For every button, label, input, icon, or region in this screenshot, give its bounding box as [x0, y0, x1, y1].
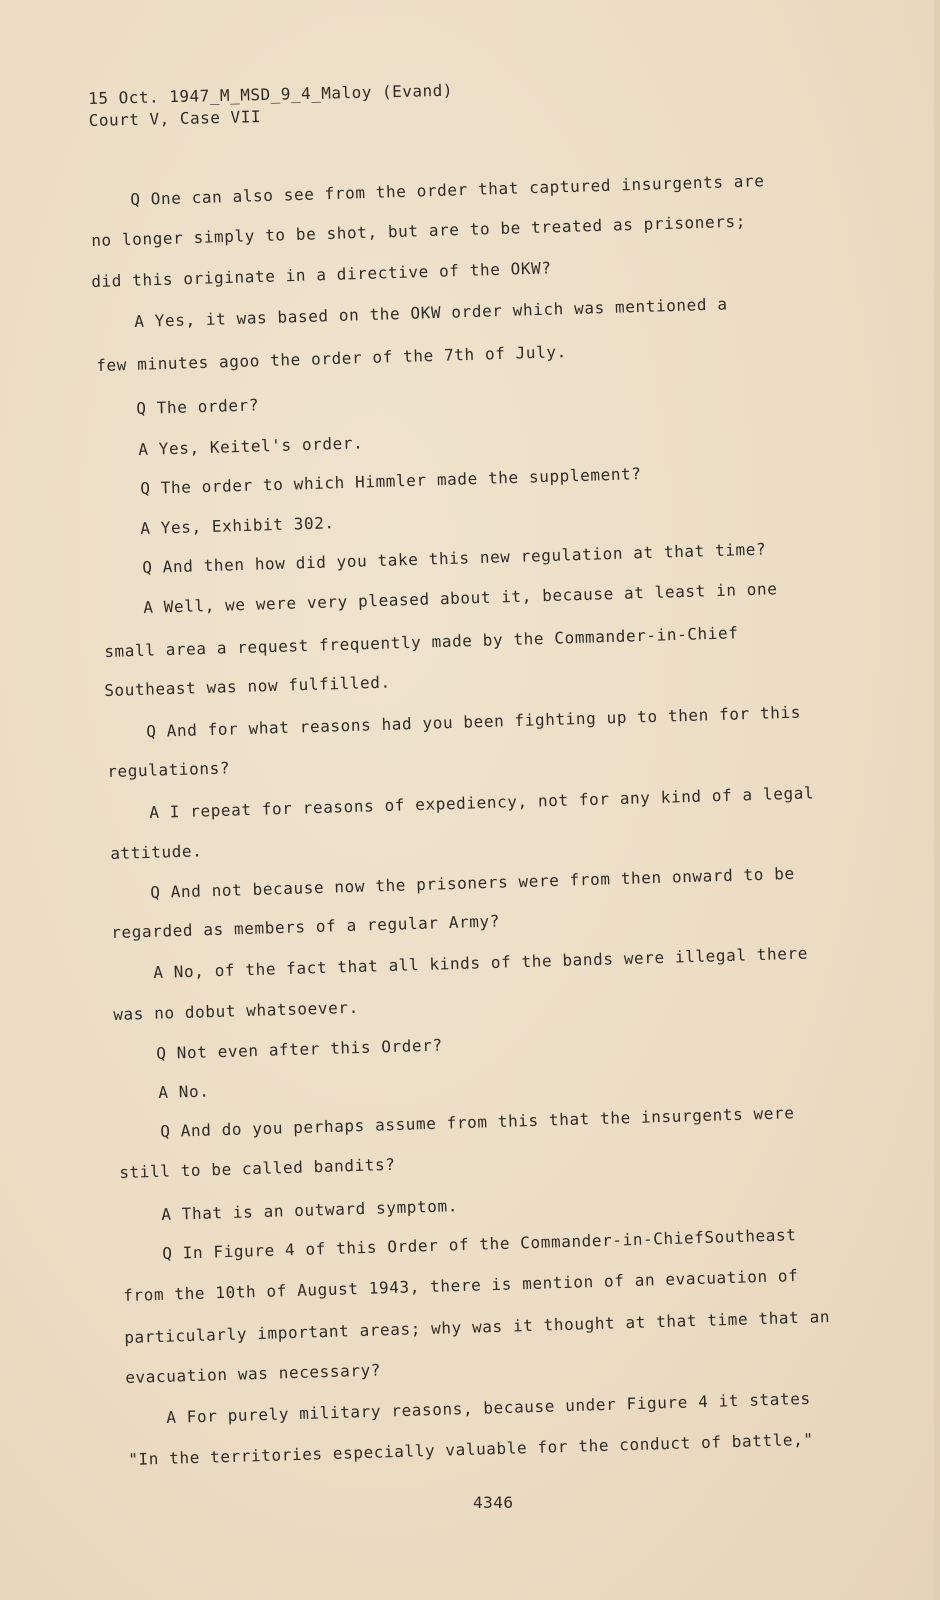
transcript-line: small area a request frequently made by the Commander-in-Chief	[104, 623, 739, 661]
transcript-line: was no dobut whatsoever.	[113, 997, 360, 1024]
transcript-line: Q And then how did you take this new regulation at that time?	[142, 539, 767, 577]
transcript-line: A Yes, Exhibit 302.	[140, 513, 335, 538]
transcript-line: A No.	[158, 1081, 210, 1102]
transcript-line: Q And do you perhaps assume from this that the insurgents were	[160, 1103, 795, 1141]
transcript-line: regarded as members of a regular Army?	[111, 911, 501, 942]
transcript-line: Q The order?	[136, 395, 260, 418]
transcript-line: A Well, we were very pleased about it, because at least in one	[143, 579, 778, 617]
transcript-line: A Yes, Keitel's order.	[138, 433, 364, 459]
transcript-line: particularly important areas; why was it thought at that time that an	[124, 1307, 831, 1347]
transcript-line: Q And not because now the prisoners were from then onward to be	[150, 863, 795, 902]
transcript-line: Q The order to which Himmler made the supplement?	[140, 464, 642, 498]
transcript-line: Q And for what reasons had you been fighting up to then for this	[146, 702, 802, 741]
transcript-line: Southeast was now fulfilled.	[104, 672, 391, 700]
header-date-line: 15 Oct. 1947_M_MSD_9_4_Maloy (Evand)	[88, 80, 454, 108]
transcript-line: A I repeat for reasons of expediency, not for any kind of a legal	[149, 783, 815, 822]
transcript-line: still to be called bandits?	[119, 1154, 396, 1182]
transcript-line: no longer simply to be shot, but are to be treated as prisoners;	[91, 211, 747, 250]
transcript-line: A For purely military reasons, because under Figure 4 it states	[166, 1388, 811, 1427]
transcript-line: A Yes, it was based on the OKW order which was mentioned a	[134, 294, 728, 331]
transcript-line: "In the territories especially valuable for the conduct of battle,"	[128, 1429, 814, 1469]
transcript-line: attitude.	[110, 841, 203, 863]
transcript-line: Q Not even after this Order?	[156, 1035, 443, 1063]
transcript-line: Q One can also see from the order that captured insurgents are	[130, 171, 765, 209]
transcript-line: few minutes agoo the order of the 7th of July.	[96, 342, 568, 375]
header-court-line: Court V, Case VII	[88, 107, 262, 130]
transcript-line: from the 10th of August 1943, there is mention of an evacuation of	[123, 1265, 799, 1305]
transcript-line: regulations?	[107, 758, 231, 781]
transcript-line: Q In Figure 4 of this Order of the Commander-in-ChiefSoutheast	[162, 1225, 797, 1263]
page-number: 4346	[473, 1493, 514, 1512]
transcript-line: A No, of the fact that all kinds of the bands were illegal there	[153, 943, 809, 982]
transcript-line: did this originate in a directive of the OKW?	[91, 258, 552, 291]
transcript-line: A That is an outward symptom.	[161, 1196, 459, 1224]
transcript-line: evacuation was necessary?	[125, 1360, 382, 1387]
